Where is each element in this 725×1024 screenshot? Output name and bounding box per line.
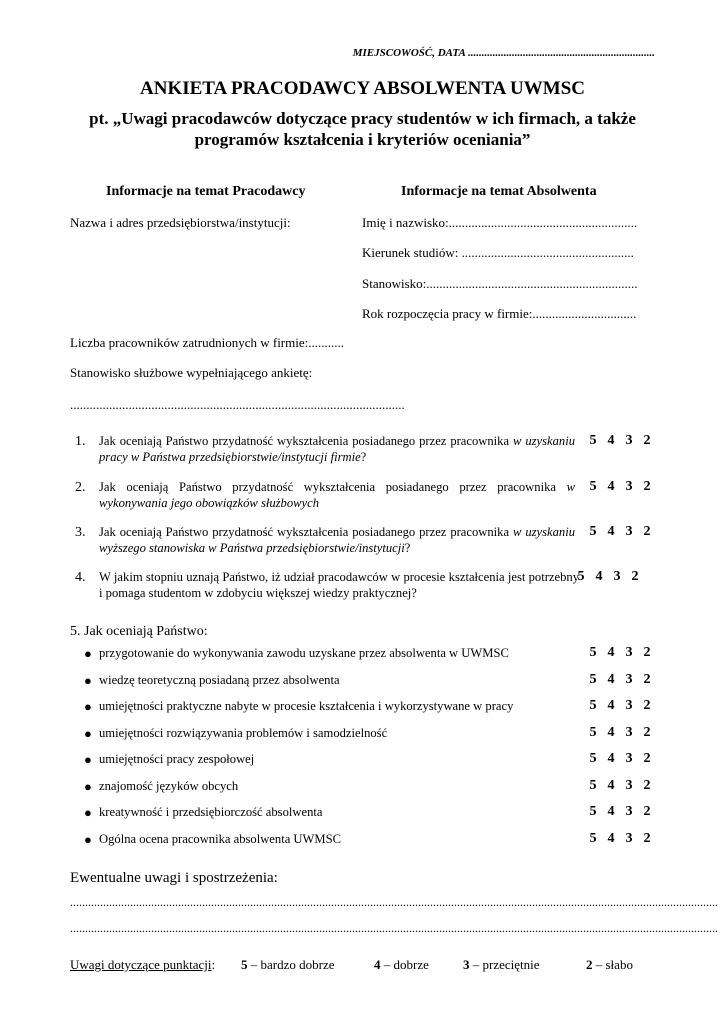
legend-item-2: 2 – słabo — [586, 957, 633, 972]
graduate-start-label: Rok rozpoczęcia pracy w firmie:................................ — [362, 306, 637, 321]
graduate-name-label: Imię i nazwisko:.......................................................... — [362, 215, 638, 230]
graduate-field-label: Kierunek studiów: ..................................................... — [362, 245, 634, 260]
question-text: Jak oceniają Państwo przydatność wykształcenia posiadanego przez pracownika w wykonywania jego obowiązków służbowych — [99, 480, 576, 510]
respondent-position-label: Stanowisko służbowe wypełniającego ankietę: — [70, 365, 313, 380]
question-text: Jak oceniają Państwo przydatność wykształcenia posiadanego przez pracownika w uzyskaniu pracy w Państwa przedsiębiorstwie/instytucji firmie? — [99, 434, 575, 464]
q5-item-text: umiejętności rozwiązywania problemów i samodzielność — [99, 726, 388, 740]
bullet-icon: ● — [84, 779, 92, 794]
subtitle-line-1: pt. „Uwagi pracodawców dotyczące pracy studentów w ich firmach, a także — [89, 109, 636, 128]
question-text: W jakim stopniu uznają Państwo, iż udział pracodawców w procesie kształcenia jest potrzebny i pomaga studentom w zdobyciu większej wiedzy praktycznej? — [99, 570, 579, 600]
employer-name-label: Nazwa i adres przedsiębiorstwa/instytucji: — [70, 215, 291, 230]
score-scale: 5 4 3 2 — [589, 778, 651, 793]
legend-label: Uwagi dotyczące punktacji: — [70, 957, 216, 972]
bullet-icon: ● — [84, 832, 92, 847]
bullet-icon: ● — [84, 699, 92, 714]
bullet-icon: ● — [84, 646, 92, 661]
bullet-icon: ● — [84, 752, 92, 767]
score-scale: 5 4 3 2 — [589, 524, 651, 539]
subtitle-line-2: programów kształcenia i kryteriów oceniania” — [194, 130, 531, 149]
bullet-icon: ● — [84, 726, 92, 741]
employees-count-label: Liczba pracowników zatrudnionych w firmie:........... — [70, 335, 344, 350]
legend-item-5: 5 – bardzo dobrze — [241, 957, 335, 972]
q5-item-text: Ogólna ocena pracownika absolwenta UWMSC — [99, 832, 342, 846]
question-number: 2. — [75, 480, 86, 495]
respondent-position-line: ....................................................................................................... — [70, 397, 405, 412]
score-scale: 5 4 3 2 — [589, 804, 651, 819]
q5-item-text: znajomość języków obcych — [99, 779, 239, 793]
graduate-heading: Informacje na temat Absolwenta — [401, 184, 597, 199]
question-5-title: 5. Jak oceniają Państwo: — [70, 624, 208, 639]
employer-heading: Informacje na temat Pracodawcy — [106, 184, 306, 199]
score-scale: 5 4 3 2 — [589, 698, 651, 713]
score-scale: 5 4 3 2 — [589, 751, 651, 766]
score-scale: 5 4 3 2 — [589, 479, 651, 494]
score-scale: 5 4 3 2 — [589, 831, 651, 846]
remarks-line-2: ........................................................................................................................................................................................................................ — [70, 921, 718, 935]
q5-item-text: przygotowanie do wykonywania zawodu uzyskane przez absolwenta w UWMSC — [99, 646, 509, 660]
document-title: ANKIETA PRACODAWCY ABSOLWENTA UWMSC — [140, 78, 585, 99]
question-number: 3. — [75, 525, 86, 540]
legend-item-4: 4 – dobrze — [374, 957, 429, 972]
q5-item-text: kreatywność i przedsiębiorczość absolwenta — [99, 805, 323, 819]
remarks-label: Ewentualne uwagi i spostrzeżenia: — [70, 870, 278, 886]
score-scale: 5 4 3 2 — [589, 433, 651, 448]
score-scale: 5 4 3 2 — [589, 645, 651, 660]
q5-item-text: umiejętności praktyczne nabyte w procesie kształcenia i wykorzystywane w pracy — [99, 699, 514, 713]
q5-item-text: umiejętności pracy zespołowej — [99, 752, 255, 766]
score-scale: 5 4 3 2 — [589, 725, 651, 740]
remarks-line-1: ........................................................................................................................................................................................................................ — [70, 895, 718, 909]
document-subtitle — [70, 108, 655, 150]
q5-item-text: wiedzę teoretyczną posiadaną przez absolwenta — [99, 673, 340, 687]
legend-item-3: 3 – przeciętnie — [463, 957, 540, 972]
bullet-icon: ● — [84, 673, 92, 688]
question-text: Jak oceniają Państwo przydatność wykształcenia posiadanego przez pracownika w uzyskaniu wyższego stanowiska w Państwa przedsiębiorstwie/instytucji? — [99, 525, 575, 555]
score-scale: 5 4 3 2 — [589, 672, 651, 687]
graduate-position-label: Stanowisko:................................................................. — [362, 276, 638, 291]
question-number: 4. — [75, 570, 86, 585]
question-number: 1. — [75, 434, 86, 449]
place-date: MIEJSCOWOŚĆ, DATA .................................................................... — [352, 47, 655, 59]
bullet-icon: ● — [84, 805, 92, 820]
score-scale: 5 4 3 2 — [577, 569, 639, 584]
